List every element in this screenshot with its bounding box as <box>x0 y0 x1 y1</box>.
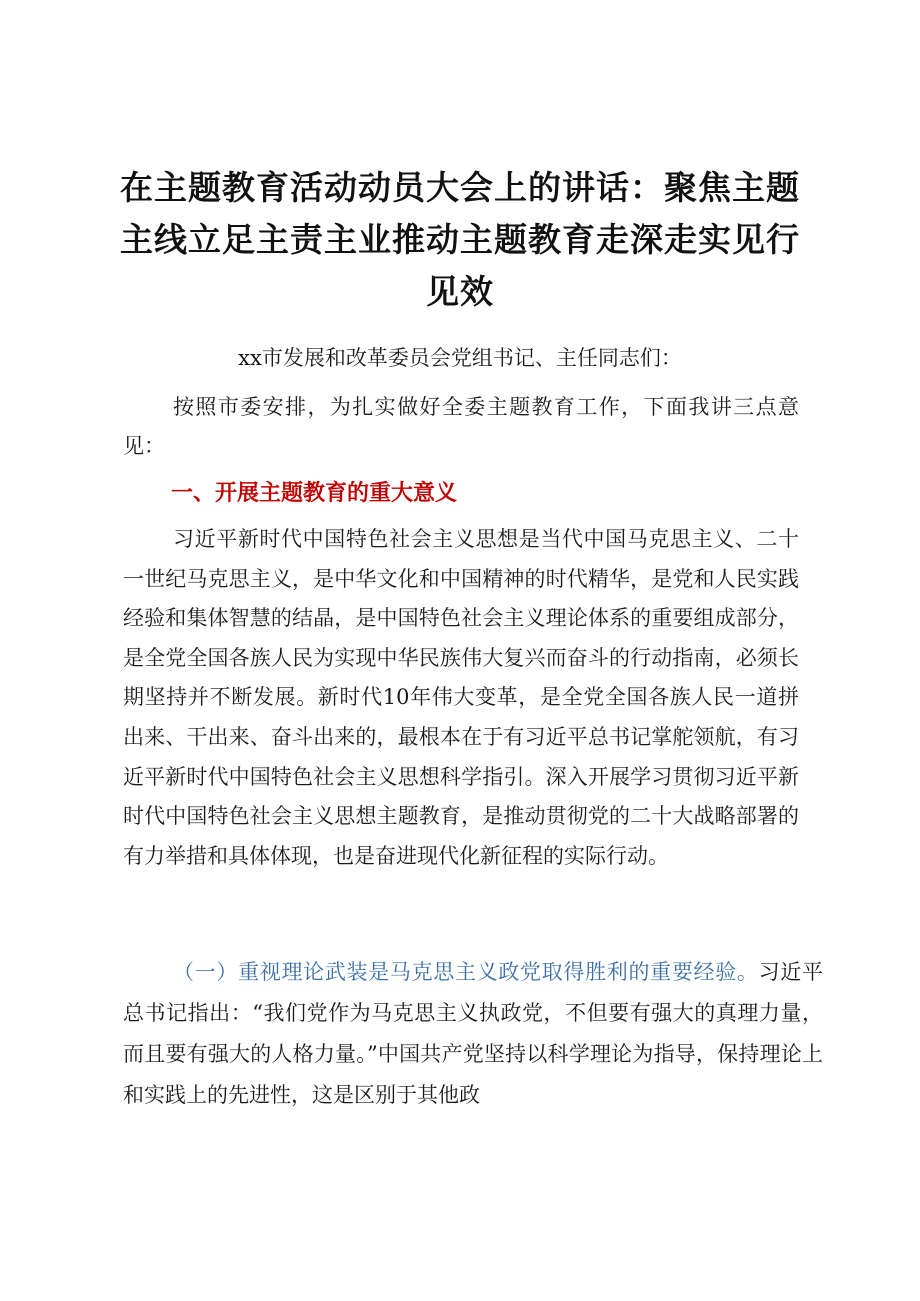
salutation: xx市发展和改革委员会党组书记、主任同志们： <box>238 346 682 370</box>
intro-paragraph: 按照市委安排，为扎实做好全委主题教育工作，下面我讲三点意见： <box>123 395 799 458</box>
section-heading-1: 一、开展主题教育的重大意义 <box>171 481 458 506</box>
subsection-heading-1: （一）重视理论武装是马克思主义政党取得胜利的重要经验。 <box>173 960 759 984</box>
body-paragraph-2 <box>123 952 823 1116</box>
subsection-text-1: 习近平总书记指出：“我们党作为马克思主义执政党，不但要有强大的真理力量，而且要有强大的人格力量。”中国共产党坚持以科学理论为指导，保持理论上和实践上的先进性，这是区别于其他政 <box>123 960 824 1107</box>
document-title: 在主题教育活动动员大会上的讲话：聚焦主题主线立足主责主业推动主题教育走深走实见行见效 <box>120 168 800 311</box>
body-paragraph-1: 习近平新时代中国特色社会主义思想是当代中国马克思主义、二十一世纪马克思主义，是中华文化和中国精神的时代精华，是党和人民实践经验和集体智慧的结晶，是中国特色社会主义理论体系的重要组成部分，是全党全国各族人民为实现中华民族伟大复兴而奋斗的行动指南，必须长期坚持并不断发展。新时代10年伟大变革，是全党全国各族人民一道拼出来、干出来、奋斗出来的，最根本在于有习近平总书记掌舵领航，有习近平新时代中国特色社会主义思想科学指引。深入开展学习贯彻习近平新时代中国特色社会主义思想主题教育，是推动贯彻党的二十大战略部署的有力举措和具体体现，也是奋进现代化新征程的实际行动。 <box>123 527 799 868</box>
